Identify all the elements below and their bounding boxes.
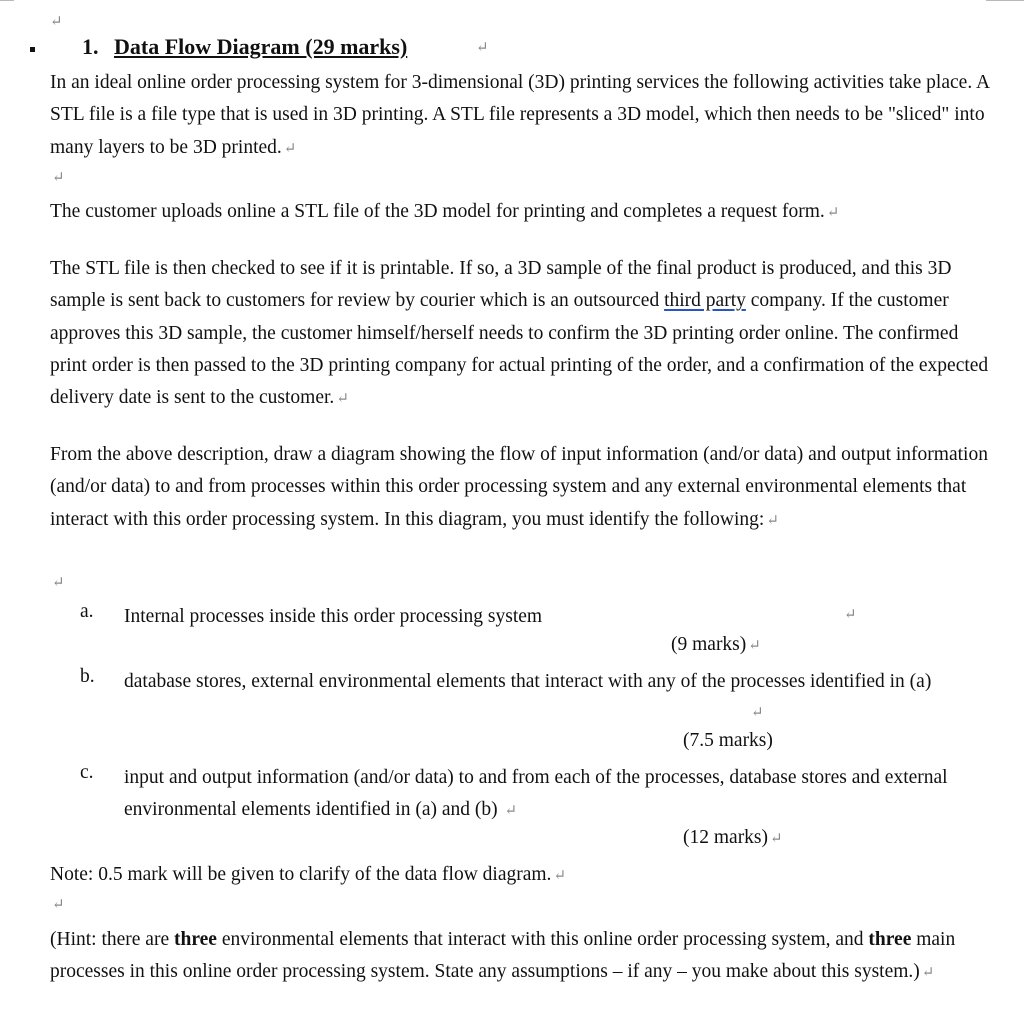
- hint-paragraph: (Hint: there are three environmental elements that interact with this online order processing system, and three main processes in this online order processing system. State any assumptions – if any – you make about this system.) ↵: [50, 929, 956, 983]
- heading-title: Data Flow Diagram (29 marks): [114, 34, 408, 59]
- paragraph-mark: ↵: [553, 868, 567, 884]
- task-paragraph: From the above description, draw a diagram showing the flow of input information (and/or data) and output information (and/or data) to and from processes within this order processing system and any external environmental elements that interact with this order processing system. In this diagram, you must identify the following: ↵: [50, 444, 988, 530]
- paragraph-mark: ↵: [50, 14, 63, 30]
- list-text: database stores, external environmental elements that interact with any of the processes identified in (a): [124, 671, 932, 692]
- third-party-link[interactable]: third party: [664, 290, 746, 312]
- marks-b: (7.5 marks): [683, 730, 773, 751]
- process-paragraph: The STL file is then checked to see if it is printable. If so, a 3D sample of the final product is produced, and this 3D sample is sent back to customers for review by courier which is an outsourced third party company. If the customer approves this 3D sample, the customer himself/herself needs to confirm the 3D printing order online. The confirmed print order is then passed to the 3D printing company for actual printing of the order, and a confirmation of the expected delivery date is sent to the customer. ↵: [50, 258, 989, 409]
- note-paragraph: Note: 0.5 mark will be given to clarify of the data flow diagram. ↵: [50, 864, 567, 885]
- paragraph-mark: ↵: [52, 897, 65, 913]
- list-letter: b.: [80, 666, 95, 687]
- list-letter: c.: [80, 762, 94, 783]
- list-item-b: [80, 666, 990, 736]
- page-edge-right: [986, 0, 1024, 1]
- paragraph-mark: ↵: [336, 391, 349, 408]
- heading-number: 1.: [82, 34, 99, 59]
- paragraph-mark: ↵: [844, 607, 857, 623]
- paragraph-mark: ↵: [476, 40, 489, 56]
- paragraph-mark: ↵: [826, 205, 840, 221]
- paragraph-mark: ↵: [751, 705, 764, 721]
- marks-a: (9 marks) ↵: [671, 634, 761, 655]
- paragraph-mark: ↵: [921, 965, 935, 982]
- page-edge-left: [0, 0, 14, 1]
- hint-bold-three: three: [173, 929, 217, 950]
- list-item-c: [80, 762, 990, 832]
- paragraph-mark: ↵: [52, 575, 65, 591]
- list-text: Internal processes inside this order processing system: [124, 606, 543, 627]
- hint-bold-three: three: [868, 929, 912, 950]
- list-text: input and output information (and/or data) to and from each of the processes, database stores and external environmental elements identified in (a) and (b) ↵: [124, 767, 948, 821]
- paragraph-mark: ↵: [283, 140, 297, 157]
- paragraph-mark: ↵: [766, 512, 779, 529]
- paragraph-mark: ↵: [52, 170, 65, 186]
- upload-paragraph: The customer uploads online a STL file of the 3D model for printing and completes a request form. ↵: [50, 201, 840, 222]
- bullet-icon: [30, 47, 35, 52]
- list-letter: a.: [80, 601, 94, 622]
- marks-c: (12 marks) ↵: [683, 827, 783, 848]
- intro-paragraph: In an ideal online order processing system for 3-dimensional (3D) printing services the following activities take place. A STL file is a file type that is used in 3D printing. A STL file represents a 3D model, which then needs to be "sliced" into many layers to be 3D printed. ↵: [50, 72, 989, 158]
